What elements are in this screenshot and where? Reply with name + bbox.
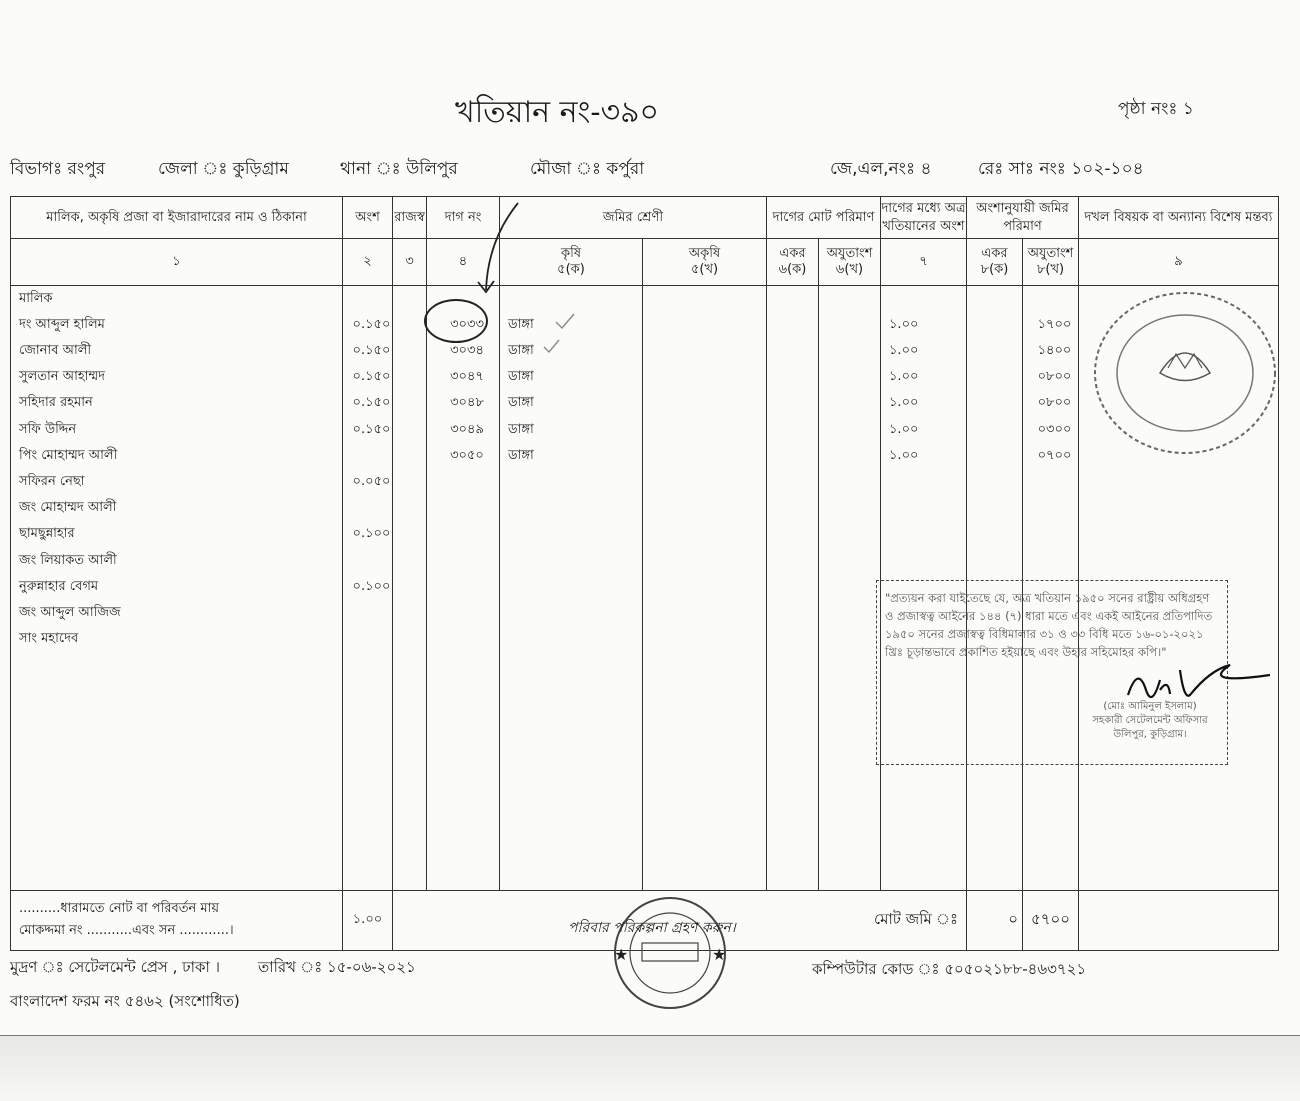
- share-cell: ০.১০০: [352, 526, 391, 542]
- land-type-column: [500, 285, 643, 890]
- header-remarks: দখল বিষয়ক বা অন্যান্য বিশেষ মন্তব্য: [1079, 197, 1279, 239]
- dag-cell: ৩০৪৭: [450, 369, 484, 385]
- share-cell: ০.০৫০: [352, 474, 391, 489]
- computer-code: কম্পিউটার কোড ঃ ৫০৫০২১৮৮-৪৬৩৭২১: [812, 960, 1087, 978]
- dag-acre-column: [767, 285, 819, 890]
- form-number: বাংলাদেশ ফরম নং ৫৪৬২ (সংশোধিত): [10, 992, 240, 1010]
- owner-line: সহিদার রহমান: [19, 395, 93, 411]
- land-type-cell: ডাঙ্গা: [508, 447, 534, 463]
- owner-line: মালিক: [19, 290, 53, 306]
- share-cell: ০.১৫০: [352, 421, 391, 437]
- scan-bottom-margin: [0, 1035, 1300, 1101]
- colno-5a: কৃষি ৫(ক): [500, 239, 643, 285]
- colno-7: ৭: [881, 239, 967, 285]
- dag-cell: ৩০৪৮: [450, 395, 484, 411]
- colno-5b: অকৃষি ৫(খ): [643, 239, 767, 285]
- revenue-column: [393, 285, 427, 890]
- khatian-table: [10, 196, 1279, 951]
- officer-details: [1070, 700, 1230, 742]
- share-cell: ০.১৫০: [352, 395, 391, 411]
- header-revenue: রাজস্ব: [393, 197, 427, 239]
- dag-cell: ৩০৪৯: [450, 421, 484, 437]
- dag-cell: ৩০৩৩: [450, 316, 484, 332]
- owners-column: [11, 285, 343, 890]
- share-total: ১.০০: [343, 890, 393, 951]
- header-dag-share: দাগের মধ্যে অত্র খতিয়ানের অংশ: [881, 197, 967, 239]
- dag-circle-mark: [424, 299, 488, 343]
- share-land-cell: ০৭০০: [1037, 447, 1072, 463]
- official-seal-icon: [1090, 288, 1280, 458]
- printed-by: মুদ্রণ ঃ সেটেলমেন্ট প্রেস , ঢাকা ।: [10, 958, 220, 976]
- owner-line: সাং মহাদেব: [19, 631, 79, 647]
- colno-6a: একর ৬(ক): [767, 239, 819, 285]
- owner-line: জং লিয়াকত আলী: [19, 552, 117, 568]
- dag-column: [427, 285, 500, 890]
- colno-4: ৪: [427, 239, 500, 285]
- officer-office: উলিপুর, কুড়িগ্রাম।: [1113, 729, 1187, 740]
- dag-cell: ৩০৫০: [450, 447, 484, 463]
- mutation-note-line1: ..........ধারামতে নোট বা পরিবর্তন মায়: [19, 901, 220, 917]
- dag-share-cell: ১.০০: [889, 316, 919, 332]
- land-type-cell: ডাঙ্গা: [508, 369, 534, 385]
- share-cell: [351, 548, 392, 574]
- share-cell: [351, 495, 392, 521]
- owner-line: নুরুন্নাহার বেগম: [19, 578, 99, 594]
- dag-share-cell: ১.০০: [889, 421, 919, 437]
- header-land-class: জমির শ্রেণী: [500, 197, 767, 239]
- land-type-cell: ডাঙ্গা: [508, 395, 534, 411]
- colno-9: ৯: [1079, 239, 1279, 285]
- owner-line: জোনাব আলী: [19, 343, 92, 359]
- dag-decimal-column: [819, 285, 881, 890]
- land-type-cell: ডাঙ্গা: [508, 316, 534, 332]
- share-cell: ০.১৫০: [352, 316, 391, 332]
- owner-line: দং আব্দুল হালিম: [19, 316, 105, 332]
- dag-cell: ৩০৩৪: [450, 343, 484, 359]
- owner-line: জং মোহাম্মদ আলী: [19, 500, 117, 516]
- owner-line: সফিরন নেছা: [19, 474, 85, 489]
- colno-3: ৩: [393, 239, 427, 285]
- officer-designation: সহকারী সেটেলমেন্ট অফিসার: [1092, 715, 1208, 726]
- share-land-cell: [1031, 286, 1078, 312]
- thana-label: থানা ঃ উলিপুর: [340, 159, 458, 179]
- share-cell: ০.১০০: [352, 578, 391, 594]
- share-column: [343, 285, 393, 890]
- owner-line: পিং মোহাম্মদ আলী: [19, 447, 118, 463]
- header-dag-no: দাগ নং: [427, 197, 500, 239]
- division-label: বিভাগঃ রংপুর: [10, 159, 106, 179]
- share-cell: ০.১৫০: [352, 343, 391, 359]
- svg-text:★: ★: [712, 945, 727, 964]
- dag-share-cell: ১.০০: [889, 395, 919, 411]
- page-number: পৃষ্ঠা নংঃ ১: [1118, 99, 1194, 119]
- owner-line: ছামছুন্নাহার: [19, 526, 75, 542]
- print-date: তারিখ ঃ ১৫-০৬-২০২১: [258, 958, 416, 976]
- owner-line: জং আব্দুল আজিজ: [19, 604, 121, 620]
- header-dag-total: দাগের মোট পরিমাণ: [767, 197, 881, 239]
- total-land-label: মোট জমি ঃ: [874, 909, 958, 928]
- mutation-note-line2: মোকদ্দমা নং ...........এবং সন ............।: [19, 923, 234, 939]
- dag-share-cell: [889, 286, 966, 312]
- share-cell: [351, 443, 392, 469]
- officer-name: (মোঃ আমিনুল ইসলাম): [1103, 701, 1197, 712]
- share-cell: ০.১৫০: [352, 369, 391, 385]
- header-share-land: অংশানুযায়ী জমির পরিমাণ: [967, 197, 1079, 239]
- colno-6b: অযুতাংশ ৬(খ): [819, 239, 881, 285]
- non-agri-column: [643, 285, 767, 890]
- total-acre: ০: [967, 890, 1023, 951]
- register-number: রেঃ সাঃ নংঃ ১০২-১০৪: [978, 159, 1144, 179]
- share-land-cell: ০৮০০: [1037, 395, 1072, 411]
- colno-2: ২: [343, 239, 393, 285]
- total-decimal: ৫৭০০: [1023, 890, 1079, 951]
- svg-text:★: ★: [614, 945, 629, 964]
- land-type-cell: [508, 286, 642, 312]
- column-number-row: [11, 239, 1279, 285]
- header-owner: মালিক, অকৃষি প্রজা বা ইজারাদারের নাম ও ঠিকানা: [11, 197, 343, 239]
- share-land-cell: ০৮০০: [1037, 369, 1072, 385]
- dag-share-cell: ১.০০: [889, 369, 919, 385]
- family-planning-note: পরিবার পরিকল্পনা গ্রহণ করুন।: [568, 920, 736, 936]
- share-land-cell: ০৩০০: [1037, 421, 1072, 437]
- share-land-cell: ১৪০০: [1037, 343, 1072, 359]
- owner-line: সফি উদ্দিন: [19, 421, 77, 437]
- dag-share-cell: ১.০০: [889, 447, 919, 463]
- dag-share-cell: ১.০০: [889, 343, 919, 359]
- land-type-cell: ডাঙ্গা: [508, 421, 534, 437]
- header-row: [11, 197, 1279, 239]
- header-share: অংশ: [343, 197, 393, 239]
- owner-line: সুলতান আহাম্মদ: [19, 369, 105, 385]
- attestation-box: "প্রত্যয়ন করা যাইতেছে যে, অত্র খতিয়ান ১৯৫০ সনের রাষ্ট্রীয় অধিগ্রহণ ও প্রজাস্বত্ব আইনের ১৪৪ (৭) ধারা মতে এবং একই আইনের প্রতিপাদিত ১৯৫০ সনের প্রজাস্বত্ব বিধিমালার ৩১ ও ৩৩ বিধি মতে ১৬-০১-২০২১ খ্রিঃ চূড়ান্তভাবে প্রকাশিত হইয়াছে এবং উহার সহিমোহর কপি।": [876, 580, 1228, 765]
- mouza-label: মৌজা ঃ কর্পুরা: [530, 159, 645, 179]
- colno-8a: একর ৮(ক): [967, 239, 1023, 285]
- colno-1: ১: [11, 239, 343, 285]
- land-type-cell: ডাঙ্গা: [508, 343, 534, 359]
- khatian-title: খতিয়ান নং-৩৯০: [455, 95, 660, 130]
- press-seal-icon: [600, 888, 740, 1018]
- jl-number: জে,এল,নংঃ ৪: [830, 159, 932, 179]
- footer-remarks-cell: [1079, 890, 1279, 951]
- mutation-note-cell: [11, 890, 343, 951]
- district-label: জেলা ঃ কুড়িগ্রাম: [158, 159, 289, 179]
- share-cell: [351, 286, 392, 312]
- share-land-cell: ১৭০০: [1037, 316, 1072, 332]
- colno-8b: অযুতাংশ ৮(খ): [1023, 239, 1079, 285]
